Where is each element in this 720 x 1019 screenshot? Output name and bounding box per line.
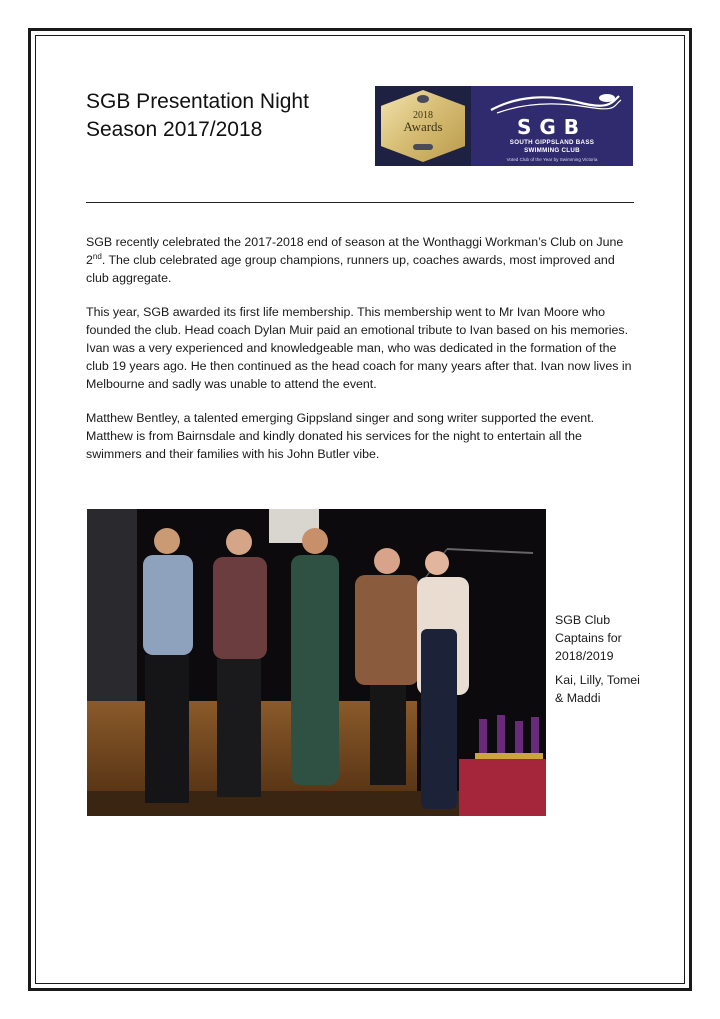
title-line-2: Season 2017/2018 bbox=[86, 118, 263, 141]
sgb-logo-panel bbox=[471, 86, 633, 166]
club-name-line-1: SOUTH GIPPSLAND BASS bbox=[509, 139, 595, 146]
paragraph-entertainment: Matthew Bentley, a talented emerging Gippsland singer and song writer supported the event. Matthew is from Bairnsdale and kindly donated his services for the night to entertain all the swimmers and their families with his John Butler vibe. bbox=[86, 411, 595, 461]
club-tagline: Voted Club of the Year by Swimming Victoria bbox=[506, 157, 598, 162]
club-name bbox=[471, 139, 633, 154]
photo-caption bbox=[555, 611, 645, 713]
club-name-line-2: SWIMMING CLUB bbox=[524, 146, 580, 154]
awards-year: 2018 bbox=[413, 110, 433, 121]
title-line-1: SGB Presentation Night bbox=[86, 90, 309, 113]
sgb-logo-letters: SGB bbox=[516, 115, 588, 139]
header-divider bbox=[86, 202, 634, 203]
club-captains-photo-image bbox=[87, 509, 546, 816]
page-title bbox=[86, 88, 366, 144]
ordinal-suffix: nd bbox=[92, 251, 102, 261]
awards-badge bbox=[375, 86, 471, 166]
paragraph-life-membership: This year, SGB awarded its first life membership. This membership went to Mr Ivan Moore who founded the club. Head coach Dylan Muir paid an emotional tribute to Ivan based on his memories. Ivan was a very experienced and knowledgeable man, who was dedicated in the formation of the club 19 years ago. He then continued as the head coach for many years after that. Ivan now lives in Melbourne and sadly was unable to attend the event. bbox=[86, 305, 632, 391]
paragraph-1-text-a: SGB recently celebrated the 2017-2018 end of season at the Wonthaggi Workman’s Club on June 2 bbox=[86, 235, 624, 267]
caption-names: Kai, Lilly, Tomei & Maddi bbox=[555, 673, 640, 705]
paragraph-season-celebration bbox=[86, 233, 638, 287]
paragraph-1-text-b: . The club celebrated age group champions, runners up, coaches awards, most improved and club aggregate. bbox=[86, 253, 615, 285]
awards-word: Awards bbox=[403, 119, 443, 134]
swimmer-wave-icon bbox=[487, 90, 623, 116]
club-logo-banner bbox=[375, 86, 633, 166]
caption-title: SGB Club Captains for 2018/2019 bbox=[555, 613, 622, 663]
sponsor-logo-icon bbox=[413, 144, 433, 150]
club-captains-photo bbox=[87, 509, 546, 816]
awards-emblem-icon bbox=[417, 95, 429, 103]
